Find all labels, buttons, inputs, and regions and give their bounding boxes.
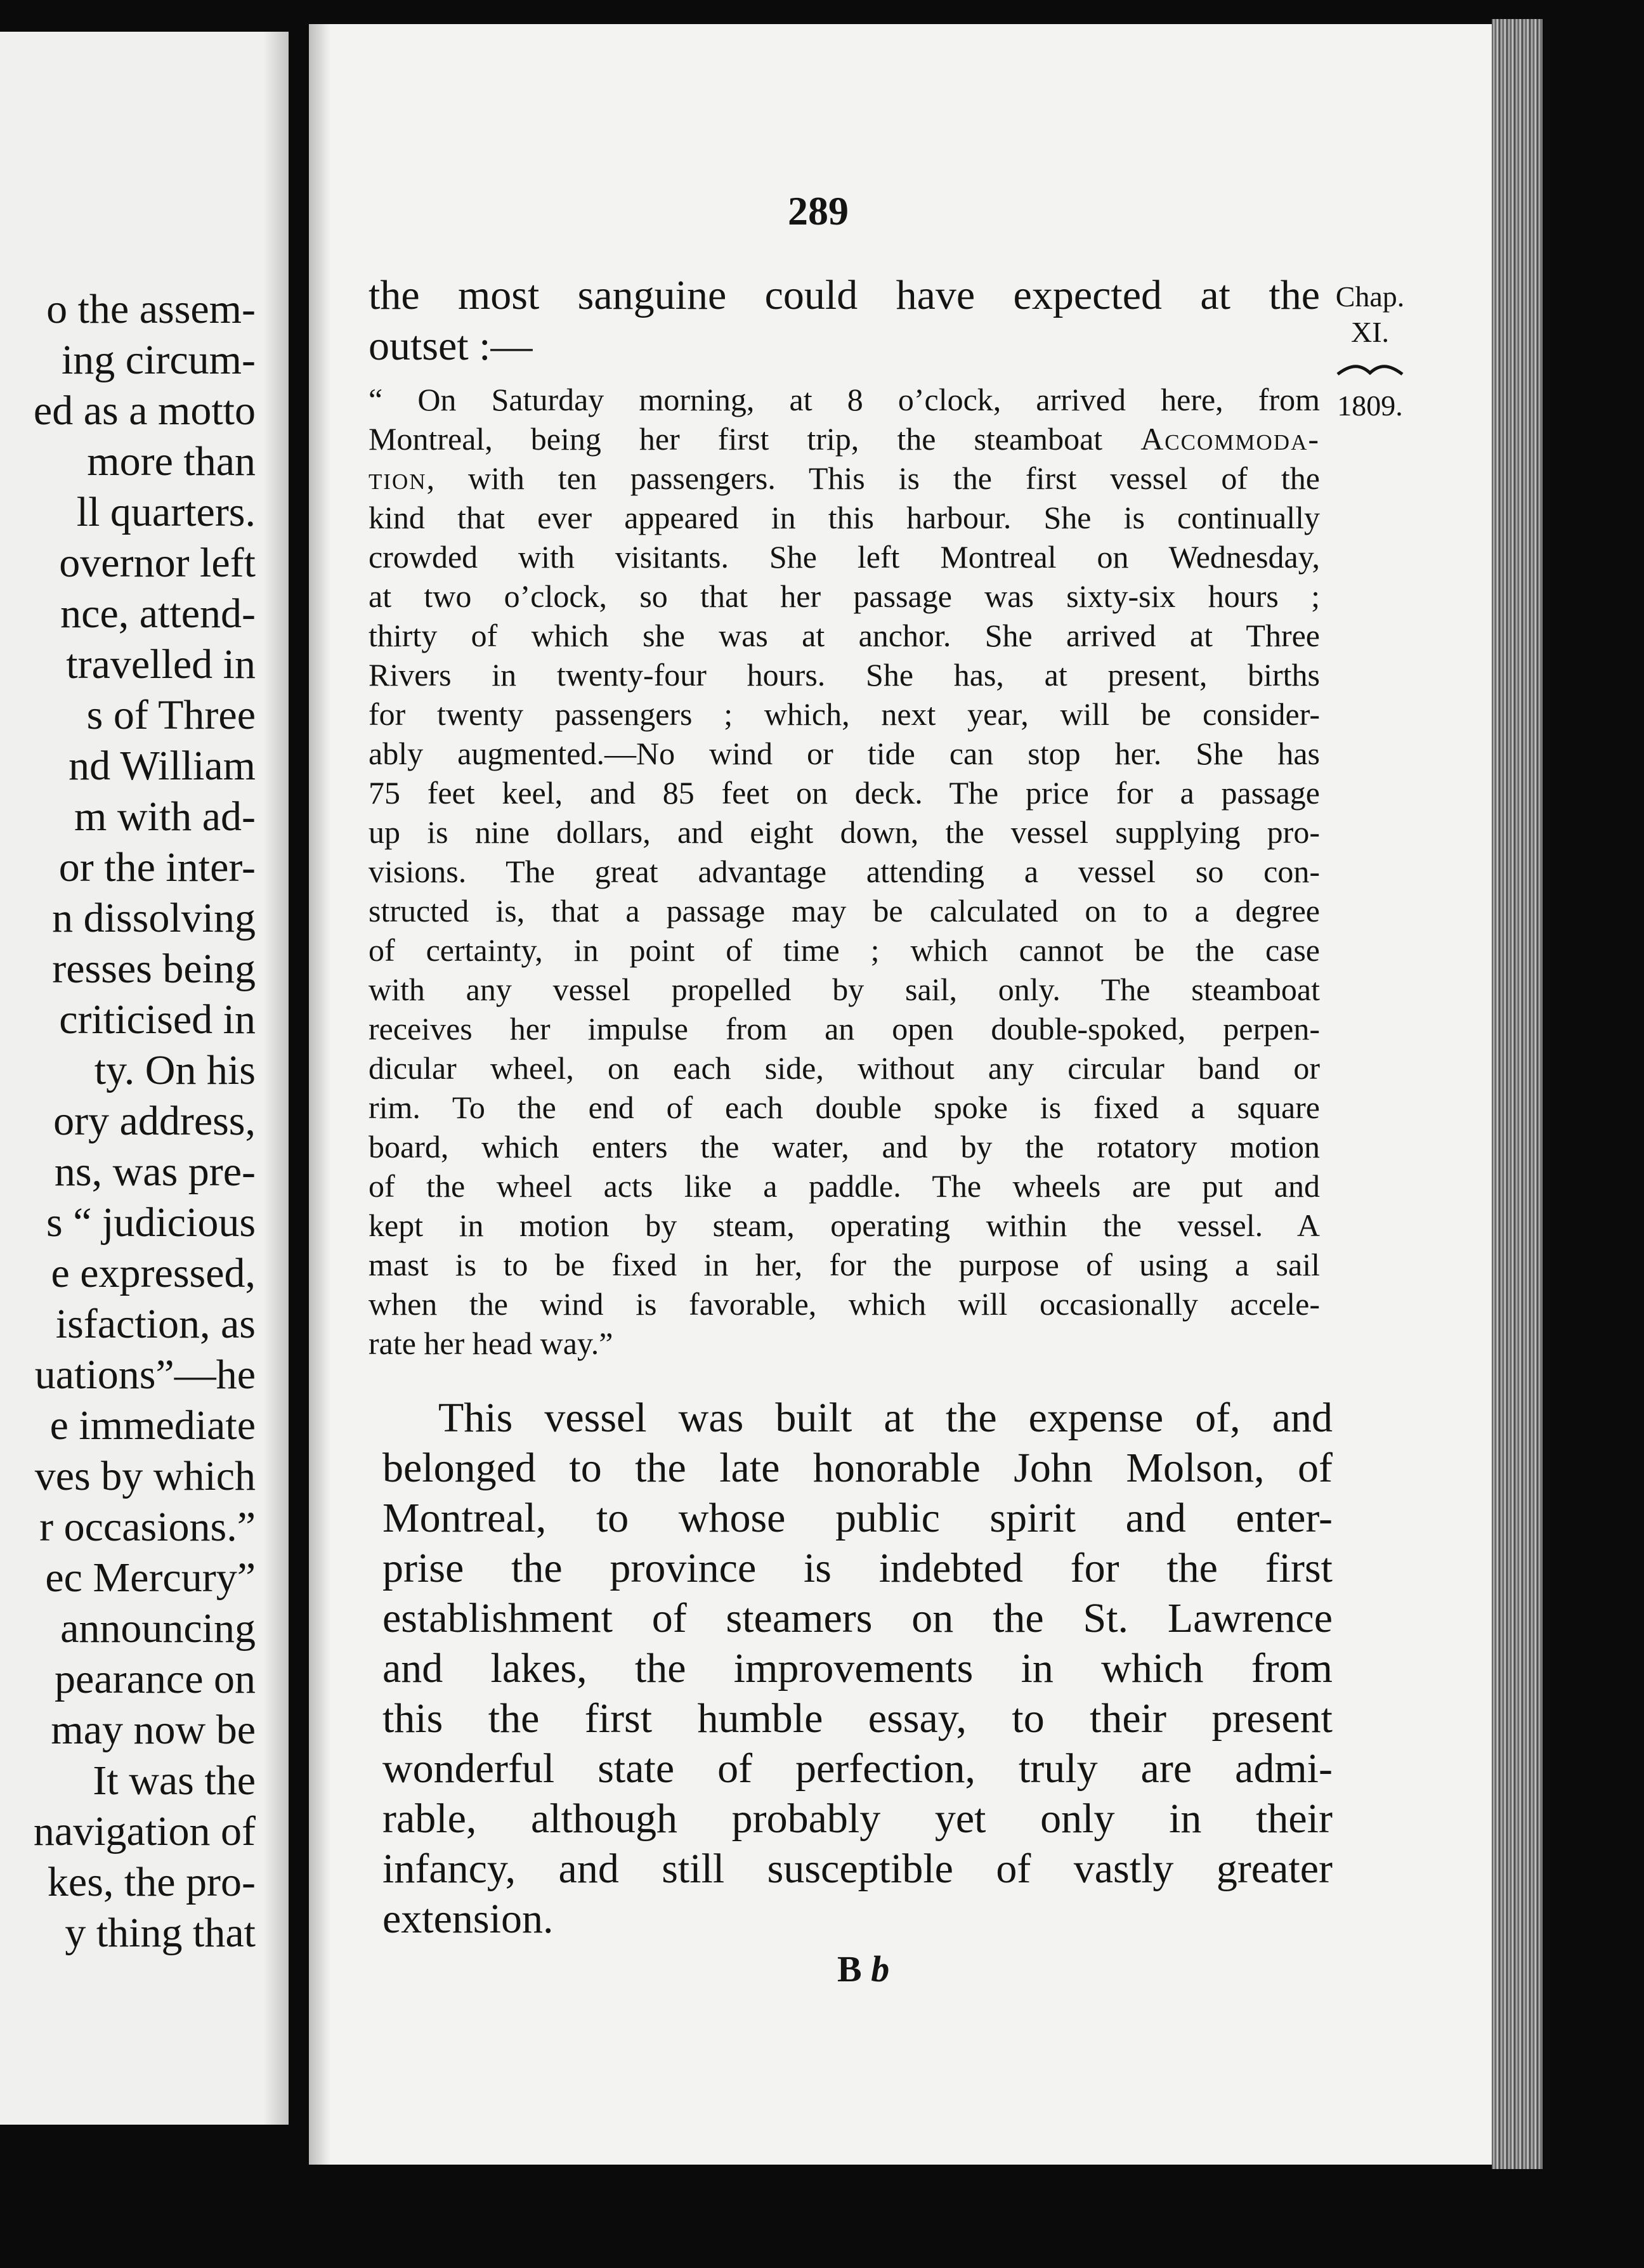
left-page-line: ves by which	[34, 1453, 256, 1499]
quote-line: structed is, that a passage may be calculated on to a degree	[369, 893, 1320, 929]
left-page-line: kes, the pro-	[47, 1859, 256, 1905]
paragraph-line: extension.	[382, 1896, 554, 1942]
left-page-line: n dissolving	[52, 895, 256, 941]
left-page-line: e expressed,	[51, 1250, 256, 1296]
quote-line: kind that ever appeared in this harbour. She is continually	[369, 500, 1320, 535]
left-page-line: criticised in	[59, 996, 256, 1043]
left-page-line: pearance on	[55, 1656, 256, 1702]
left-page-line: ns, was pre-	[54, 1149, 256, 1195]
quote-line: ably augmented.—No wind or tide can stop her. She has	[369, 736, 1320, 771]
paragraph-line: Montreal, to whose public spirit and enter-	[382, 1495, 1333, 1541]
paragraph-line: infancy, and still susceptible of vastly greater	[382, 1846, 1333, 1892]
left-page-line: It was the	[93, 1757, 256, 1804]
paragraph-line: belonged to the late honorable John Molson, of	[382, 1445, 1333, 1491]
quote-line: board, which enters the water, and by the rotatory motion	[369, 1129, 1320, 1164]
left-page-line: may now be	[51, 1707, 256, 1753]
intro-line: outset :—	[369, 323, 533, 369]
quote-line	[369, 459, 1320, 497]
left-page-line: overnor left	[59, 540, 256, 586]
intro-line: the most sanguine could have expected at the	[369, 272, 1320, 318]
quote-line: crowded with visitants. She left Montreal on Wednesday,	[369, 539, 1320, 575]
vessel-name-continued: tion	[369, 460, 427, 496]
left-page-line: isfaction, as	[55, 1301, 256, 1347]
left-page-line: navigation of	[33, 1808, 256, 1854]
right-gutter-shadow	[309, 24, 330, 2165]
quote-line: dicular wheel, on each side, without any circular band or	[369, 1050, 1320, 1086]
left-page-line: nd William	[68, 743, 256, 789]
quote-line: rate her head way.”	[369, 1326, 613, 1361]
quote-line: of certainty, in point of time ; which cannot be the case	[369, 932, 1320, 968]
left-page	[0, 32, 289, 2125]
quote-line: up is nine dollars, and eight down, the vessel supplying pro-	[369, 814, 1320, 850]
page-number: 289	[788, 188, 849, 233]
left-page-line: uations”—he	[34, 1352, 256, 1398]
left-page-line: ing circum-	[61, 337, 256, 383]
quote-line: at two o’clock, so that her passage was sixty-six hours ;	[369, 578, 1320, 614]
paragraph-line: prise the province is indebted for the first	[382, 1545, 1333, 1591]
left-gutter-shadow	[263, 32, 289, 2125]
left-page-line: or the inter-	[58, 844, 256, 890]
left-page-line: ory address,	[53, 1098, 256, 1144]
quote-line: mast is to be fixed in her, for the purpose of using a sail	[369, 1247, 1320, 1282]
margin-brace-icon	[1335, 363, 1405, 379]
left-page-line: ed as a motto	[33, 388, 256, 434]
quote-text: Montreal, being her first trip, the steamboat	[369, 421, 1141, 457]
left-page-line: s “ judicious	[46, 1199, 256, 1246]
left-page-line: y thing that	[65, 1910, 256, 1956]
left-page-line: o the assem-	[46, 286, 256, 332]
quote-text: , with ten passengers. This is the first vessel of the	[426, 460, 1320, 496]
quote-line: with any vessel propelled by sail, only. The steamboat	[369, 972, 1320, 1007]
left-page-line: ty. On his	[94, 1047, 256, 1093]
quote-line: for twenty passengers ; which, next year, will be consider-	[369, 696, 1320, 732]
vessel-name: Accommoda-	[1140, 421, 1320, 457]
quote-line: rim. To the end of each double spoke is fixed a square	[369, 1090, 1320, 1125]
left-page-line: travelled in	[66, 641, 256, 688]
left-page-line: m with ad-	[74, 793, 256, 840]
paragraph-line: and lakes, the improvements in which from	[382, 1645, 1333, 1691]
left-page-line: r occasions.”	[39, 1504, 256, 1550]
left-page-line: s of Three	[86, 692, 256, 738]
paragraph-line: wonderful state of perfection, truly are admi-	[382, 1745, 1333, 1792]
left-page-line: e immediate	[49, 1402, 256, 1449]
signature-italic-letter: b	[871, 1948, 890, 1990]
quote-line: visions. The great advantage attending a vessel so con-	[369, 854, 1320, 889]
quote-line: when the wind is favorable, which will occasionally accele-	[369, 1286, 1320, 1322]
quote-line: kept in motion by steam, operating within the vessel. A	[369, 1208, 1320, 1243]
margin-chapter-label: Chap.	[1335, 280, 1405, 313]
quote-line: Rivers in twenty-four hours. She has, at present, births	[369, 657, 1320, 693]
left-page-line: ll quarters.	[76, 489, 256, 535]
quote-line	[369, 420, 1320, 458]
quote-line: 75 feet keel, and 85 feet on deck. The price for a passage	[369, 775, 1320, 811]
margin-chapter-number: XI.	[1350, 316, 1390, 348]
left-page-line: ec Mercury”	[45, 1554, 256, 1601]
signature-letter: B	[837, 1948, 862, 1990]
paragraph-line: establishment of steamers on the St. Lawrence	[382, 1595, 1333, 1641]
quote-line: of the wheel acts like a paddle. The wheels are put and	[369, 1168, 1320, 1204]
left-page-line: announcing	[60, 1605, 256, 1652]
left-page-line: nce, attend-	[60, 590, 256, 637]
paragraph-line: this the first humble essay, to their present	[382, 1695, 1333, 1742]
quote-line: “ On Saturday morning, at 8 o’clock, arrived here, from	[369, 382, 1320, 417]
page-edges	[1492, 19, 1543, 2169]
left-page-line: resses being	[52, 946, 256, 992]
paragraph-line: This vessel was built at the expense of, and	[438, 1395, 1333, 1441]
quote-line: thirty of which she was at anchor. She arrived at Three	[369, 618, 1320, 653]
quote-line: receives her impulse from an open double-spoked, perpen-	[369, 1011, 1320, 1046]
signature-mark	[837, 1947, 889, 1991]
left-page-line: more than	[87, 438, 256, 485]
margin-year: 1809.	[1337, 389, 1403, 422]
paragraph-line: rable, although probably yet only in their	[382, 1796, 1333, 1842]
